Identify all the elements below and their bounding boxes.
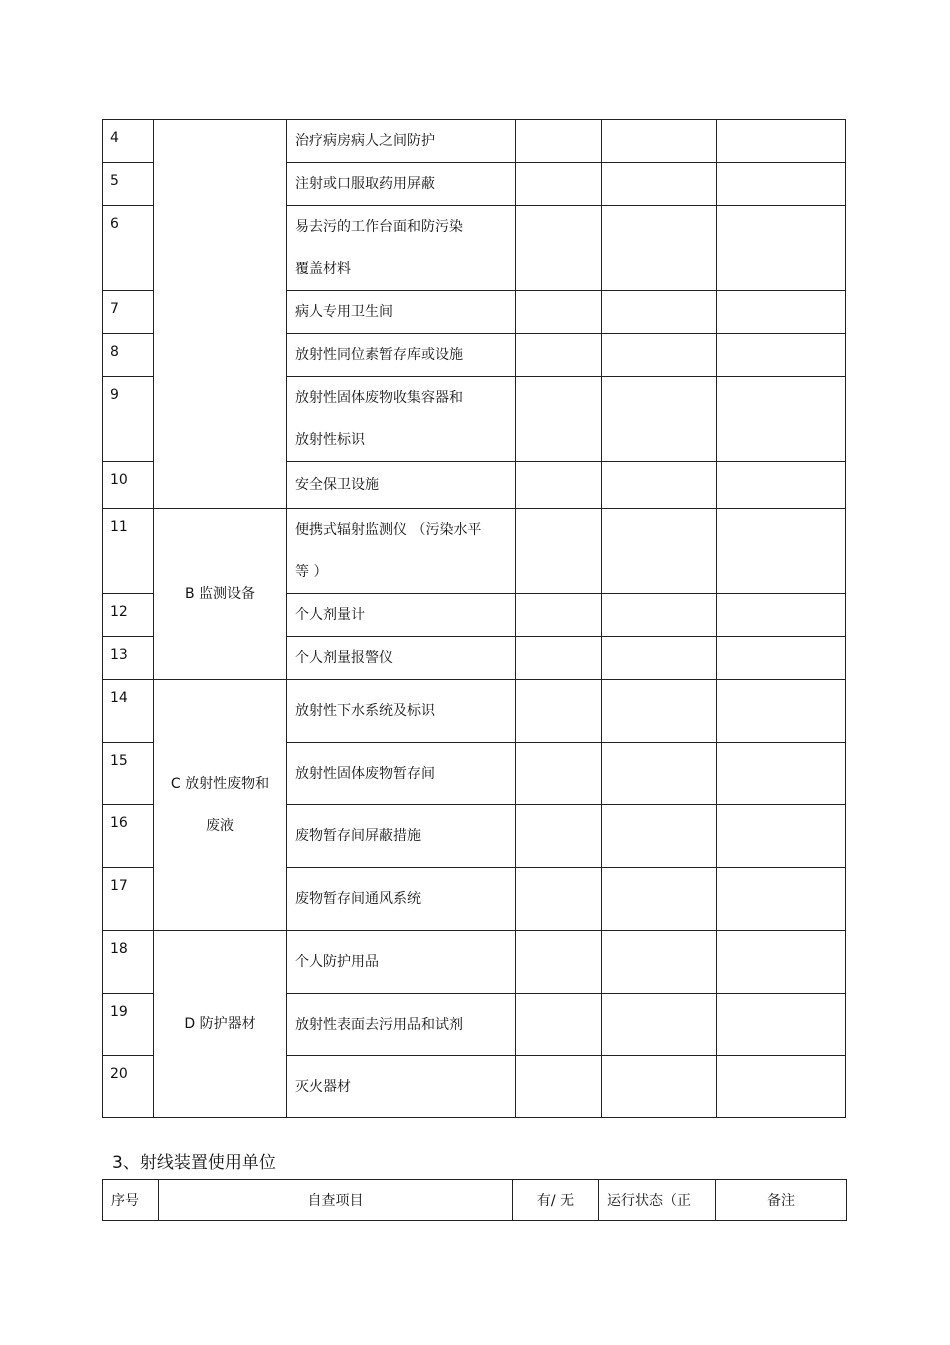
have-cell[interactable] (516, 594, 602, 637)
status-cell[interactable] (602, 868, 717, 931)
have-cell[interactable] (516, 334, 602, 377)
row-number: 8 (103, 334, 154, 377)
check-item: 放射性固体废物暂存间 (287, 743, 516, 805)
check-item: 安全保卫设施 (287, 462, 516, 509)
check-item: 个人剂量报警仪 (287, 637, 516, 680)
row-number: 15 (103, 743, 154, 805)
remark-cell[interactable] (717, 868, 846, 931)
status-cell[interactable] (602, 1056, 717, 1118)
have-cell[interactable] (516, 163, 602, 206)
row-number: 12 (103, 594, 154, 637)
ray-device-table (102, 1179, 847, 1221)
status-cell[interactable] (602, 594, 717, 637)
category-protective-equipment: D 防护器材 (154, 931, 287, 1118)
row-number: 5 (103, 163, 154, 206)
header-status: 运行状态（正 (599, 1180, 716, 1221)
status-cell[interactable] (602, 931, 717, 994)
header-have: 有/ 无 (513, 1180, 599, 1221)
remark-cell[interactable] (717, 206, 846, 291)
remark-cell[interactable] (717, 931, 846, 994)
row-number: 7 (103, 291, 154, 334)
have-cell[interactable] (516, 637, 602, 680)
row-number: 14 (103, 680, 154, 743)
row-number: 10 (103, 462, 154, 509)
have-cell[interactable] (516, 931, 602, 994)
status-cell[interactable] (602, 334, 717, 377)
status-cell[interactable] (602, 206, 717, 291)
header-item: 自查项目 (159, 1180, 513, 1221)
have-cell[interactable] (516, 680, 602, 743)
status-cell[interactable] (602, 377, 717, 462)
status-cell[interactable] (602, 680, 717, 743)
have-cell[interactable] (516, 291, 602, 334)
check-item-line: 覆盖材料 (295, 261, 351, 277)
table-row (103, 931, 846, 994)
category-cell-a (154, 120, 287, 509)
check-item-line: 易去污的工作台面和防污染 (295, 219, 463, 235)
check-item: 放射性同位素暂存库或设施 (287, 334, 516, 377)
check-item (287, 206, 516, 291)
remark-cell[interactable] (717, 637, 846, 680)
remark-cell[interactable] (717, 509, 846, 594)
remark-cell[interactable] (717, 120, 846, 163)
check-item (287, 509, 516, 594)
row-number: 17 (103, 868, 154, 931)
status-cell[interactable] (602, 743, 717, 805)
remark-cell[interactable] (717, 805, 846, 868)
have-cell[interactable] (516, 120, 602, 163)
check-item-line: 等 ） (295, 564, 328, 580)
category-monitoring: B 监测设备 (154, 509, 287, 680)
table-row (103, 509, 846, 594)
row-number: 4 (103, 120, 154, 163)
status-cell[interactable] (602, 994, 717, 1056)
status-cell[interactable] (602, 462, 717, 509)
check-item (287, 377, 516, 462)
have-cell[interactable] (516, 206, 602, 291)
remark-cell[interactable] (717, 1056, 846, 1118)
row-number: 19 (103, 994, 154, 1056)
check-item: 治疗病房病人之间防护 (287, 120, 516, 163)
table-header-row (103, 1180, 847, 1221)
row-number: 9 (103, 377, 154, 462)
have-cell[interactable] (516, 743, 602, 805)
row-number: 6 (103, 206, 154, 291)
row-number: 11 (103, 509, 154, 594)
row-number: 13 (103, 637, 154, 680)
remark-cell[interactable] (717, 594, 846, 637)
status-cell[interactable] (602, 291, 717, 334)
have-cell[interactable] (516, 377, 602, 462)
have-cell[interactable] (516, 868, 602, 931)
check-item: 灭火器材 (287, 1056, 516, 1118)
section-title: 3、射线装置使用单位 (112, 1153, 276, 1173)
check-item: 放射性下水系统及标识 (287, 680, 516, 743)
table-row (103, 680, 846, 743)
remark-cell[interactable] (717, 462, 846, 509)
status-cell[interactable] (602, 805, 717, 868)
row-number: 16 (103, 805, 154, 868)
remark-cell[interactable] (717, 994, 846, 1056)
check-item-line: 放射性固体废物收集容器和 (295, 390, 463, 406)
have-cell[interactable] (516, 462, 602, 509)
row-number: 20 (103, 1056, 154, 1118)
header-num: 序号 (103, 1180, 159, 1221)
status-cell[interactable] (602, 509, 717, 594)
check-item: 病人专用卫生间 (287, 291, 516, 334)
check-item-line: 便携式辐射监测仪 （污染水平 (295, 522, 482, 538)
check-item: 废物暂存间屏蔽措施 (287, 805, 516, 868)
check-item-line: 放射性标识 (295, 432, 365, 448)
check-item: 注射或口服取药用屏蔽 (287, 163, 516, 206)
row-number: 18 (103, 931, 154, 994)
have-cell[interactable] (516, 805, 602, 868)
check-item: 个人剂量计 (287, 594, 516, 637)
have-cell[interactable] (516, 509, 602, 594)
header-remark: 备注 (716, 1180, 847, 1221)
remark-cell[interactable] (717, 163, 846, 206)
remark-cell[interactable] (717, 743, 846, 805)
check-item: 废物暂存间通风系统 (287, 868, 516, 931)
table-row (103, 120, 846, 163)
status-cell[interactable] (602, 163, 717, 206)
status-cell[interactable] (602, 637, 717, 680)
check-item: 放射性表面去污用品和试剂 (287, 994, 516, 1056)
category-radioactive-waste (154, 680, 287, 931)
category-line: 废液 (206, 818, 234, 834)
remark-cell[interactable] (717, 680, 846, 743)
check-item: 个人防护用品 (287, 931, 516, 994)
category-line: C 放射性废物和 (170, 776, 270, 792)
remark-cell[interactable] (717, 334, 846, 377)
have-cell[interactable] (516, 1056, 602, 1118)
remark-cell[interactable] (717, 377, 846, 462)
have-cell[interactable] (516, 994, 602, 1056)
checklist-table (102, 119, 846, 1118)
remark-cell[interactable] (717, 291, 846, 334)
status-cell[interactable] (602, 120, 717, 163)
